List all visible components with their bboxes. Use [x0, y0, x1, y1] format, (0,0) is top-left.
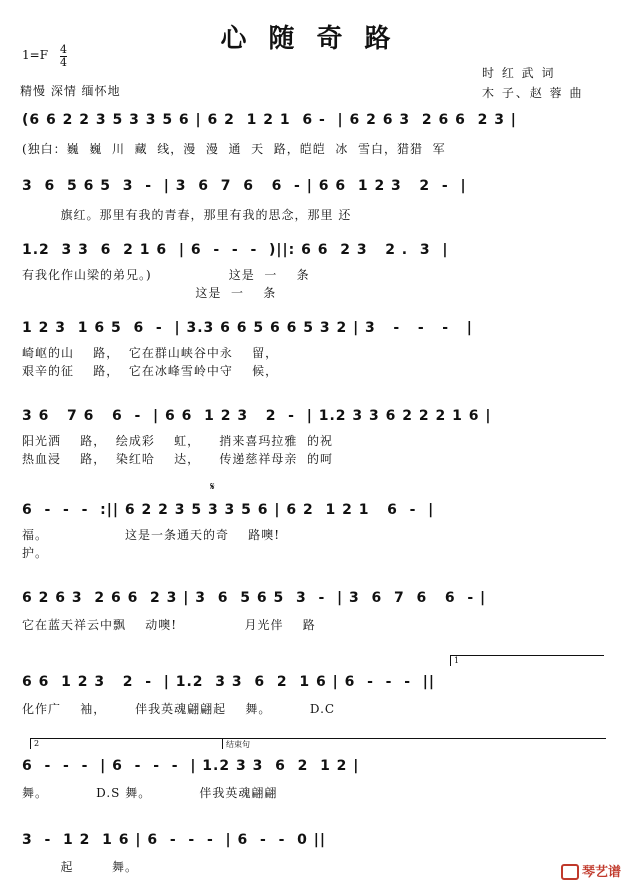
lyric-line: 崎岖的山 路， 它在群山峡谷中永 留，: [22, 346, 279, 360]
time-signature-top: 4: [60, 43, 67, 56]
notation-line: 3 6 5 6 5 3 - | 3 6 7 6 6 - | 6 6 1 2 3 2 - |: [22, 178, 467, 194]
notation-line: 6 - - - | 6 - - - | 1.2 3 3 6 2 1 2 |: [22, 758, 360, 774]
watermark-text: 琴艺谱: [581, 864, 621, 880]
notation-line: 1.2 3 3 6 2 1 6 | 6 - - - )||: 6 6 2 3 2 . 3 |: [22, 242, 449, 258]
notation-line: 6 6 1 2 3 2 - | 1.2 3 3 6 2 1 6 | 6 - - - ||: [22, 674, 435, 690]
key-signature: 1=F: [22, 48, 49, 62]
page-title: 心随奇路: [220, 24, 413, 54]
lyric-line: 它在蓝天祥云中飘 动噢! 月光伴 路: [22, 618, 316, 632]
notation-line: 3 6 7 6 6 - | 6 6 1 2 3 2 - | 1.2 3 3 6 2 2 2 1 6 |: [22, 408, 492, 424]
volta-label: 2: [34, 739, 40, 748]
notation-line: 6 - - - :|| 6 2 2 3 5 3 3 5 6 | 6 2 1 2 1 6 - |: [22, 502, 435, 518]
coda-bracket: [222, 738, 606, 749]
lyric-line: 艰辛的征 路， 它在冰峰雪岭中守 候，: [22, 364, 279, 378]
lyric-line: 有我化作山梁的弟兄。) 这是 一 条: [22, 268, 310, 282]
lyricist-credit: 时 红 武 词: [482, 66, 556, 80]
watermark-logo: [561, 861, 621, 881]
logo-icon: [561, 864, 579, 880]
notation-line: (6 6 2 2 3 5 3 3 5 6 | 6 2 1 2 1 6 - | 6 2 6 3 2 6 6 2 3 |: [22, 112, 517, 128]
lyric-line: 舞。 D.S 舞。 伴我英魂翩翩: [22, 786, 278, 800]
lyric-line: 热血浸 路， 染红哈 达， 传递慈祥母亲 的呵: [22, 452, 334, 466]
notation-line: 1 2 3 1 6 5 6 - | 3.3 6 6 5 6 6 5 3 2 | 3 - - - |: [22, 320, 473, 336]
lyric-line: 护。: [22, 546, 49, 560]
tempo-marking: 精慢 深情 缅怀地: [20, 84, 121, 98]
lyric-line: 起 舞。: [22, 860, 139, 874]
coda-label: 结束句: [226, 740, 250, 749]
composer-credit: 木 子、赵 蓉 曲: [482, 86, 584, 100]
notation-line: 3 - 1 2 1 6 | 6 - - - | 6 - - 0 ||: [22, 832, 326, 848]
notation-line: 6 2 6 3 2 6 6 2 3 | 3 6 5 6 5 3 - | 3 6 7 6 6 - |: [22, 590, 487, 606]
volta-label: 1: [454, 656, 460, 665]
lyric-line: 这是 一 条: [22, 286, 277, 300]
lyric-line: 福。 这是一条通天的奇 路噢!: [22, 528, 281, 542]
time-signature-bottom: 4: [60, 56, 67, 69]
lyric-line: 化作广 袖， 伴我英魂翩翩起 舞。 D.C: [22, 702, 336, 716]
lyric-line: (独白：巍 巍 川 藏 线，漫 漫 通 天 路，皑皑 冰 雪白，猎猎 军: [22, 142, 446, 156]
time-signature: [60, 44, 67, 69]
segno-mark: 𝄋: [210, 480, 215, 493]
volta-bracket-second: [30, 738, 224, 749]
lyric-line: 阳光洒 路， 绘成彩 虹， 捎来喜玛拉雅 的祝: [22, 434, 334, 448]
lyric-line: 旗红。那里有我的青春，那里有我的思念，那里 还: [22, 208, 352, 222]
volta-bracket-first: [450, 655, 604, 666]
